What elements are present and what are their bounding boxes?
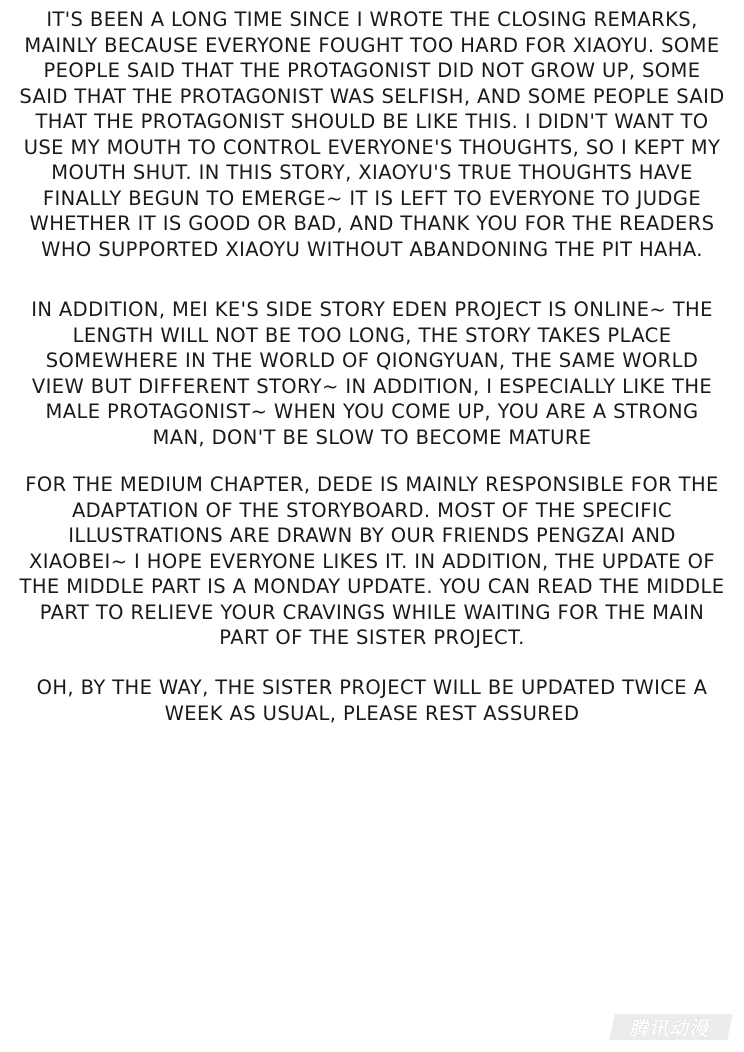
- paragraph-medium-chapter: FOR THE MEDIUM CHAPTER, DEDE IS MAINLY RESPONSIBLE FOR THE ADAPTATION OF THE STORYBOARD. MOST OF THE SPECIFIC ILLUSTRATIONS ARE DRAWN BY OUR FRIENDS PENGZAI AND XIAOBEI~ I HOPE EVERYONE LIKES IT. IN ADDITION, THE UPDATE OF THE MIDDLE PART IS A MONDAY UPDATE. YOU CAN READ THE MIDDLE PART TO RELIEVE YOUR CRAVINGS WHILE WAITING FOR THE MAIN PART OF THE SISTER PROJECT.: [19, 473, 725, 649]
- watermark-text: 腾讯动漫: [628, 1017, 714, 1040]
- paragraph-update-schedule: OH, BY THE WAY, THE SISTER PROJECT WILL BE UPDATED TWICE A WEEK AS USUAL, PLEASE REST ASSURED: [36, 676, 708, 725]
- publisher-watermark-logo: [609, 1014, 733, 1040]
- paragraph-closing-remarks: IT'S BEEN A LONG TIME SINCE I WROTE THE CLOSING REMARKS, MAINLY BECAUSE EVERYONE FOUGHT TOO HARD FOR XIAOYU. SOME PEOPLE SAID THAT THE PROTAGONIST DID NOT GROW UP, SOME SAID THAT THE PROTAGONIST WAS SELFISH, AND SOME PEOPLE SAID THAT THE PROTAGONIST SHOULD BE LIKE THIS. I DIDN'T WANT TO USE MY MOUTH TO CONTROL EVERYONE'S THOUGHTS, SO I KEPT MY MOUTH SHUT. IN THIS STORY, XIAOYU'S TRUE THOUGHTS HAVE FINALLY BEGUN TO EMERGE~ IT IS LEFT TO EVERYONE TO JUDGE WHETHER IT IS GOOD OR BAD, AND THANK YOU FOR THE READERS WHO SUPPORTED XIAOYU WITHOUT ABANDONING THE PIT HAHA.: [19, 8, 725, 261]
- paragraph-side-story: IN ADDITION, MEI KE'S SIDE STORY EDEN PROJECT IS ONLINE~ THE LENGTH WILL NOT BE TOO LONG, THE STORY TAKES PLACE SOMEWHERE IN THE WORLD OF QIONGYUAN, THE SAME WORLD VIEW BUT DIFFERENT STORY~ IN ADDITION, I ESPECIALLY LIKE THE MALE PROTAGONIST~ WHEN YOU COME UP, YOU ARE A STRONG MAN, DON'T BE SLOW TO BECOME MATURE: [31, 298, 713, 449]
